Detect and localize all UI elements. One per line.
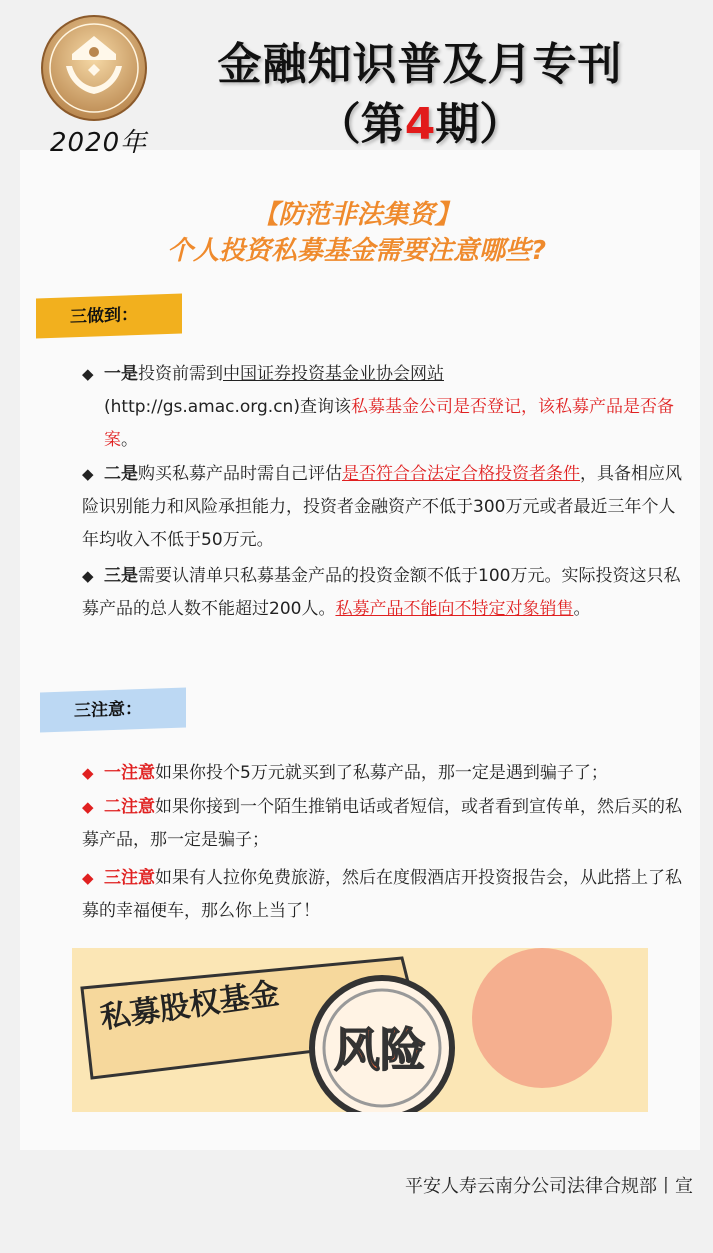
item-text: (http://gs.amac.org.cn)查询该	[104, 397, 351, 417]
item-text: ，具备相应风险识别能力和风险承担能力，投资者金融资产不低于300万元或者最近三年个人年均收入不低于50万元。	[82, 464, 682, 550]
issue-prefix: （第	[316, 99, 405, 150]
item-lead: 二是	[104, 464, 138, 484]
illustration-banner-text: 私募股权基金	[98, 976, 282, 1036]
footer-credit: 平安人寿云南分公司法律合规部丨宣	[405, 1176, 693, 1197]
list-item	[82, 458, 682, 557]
item-text: 。	[573, 599, 591, 619]
page-title: 金融知识普及月专刊	[217, 39, 623, 90]
emblem-logo	[40, 14, 148, 122]
year-label: 2020年	[50, 128, 148, 158]
illustration-lens-text: 风险	[334, 1023, 426, 1077]
item-text: 如果有人拉你免费旅游，然后在度假酒店开投资报告会，从此搭上了私募的幸福便车，那么你上当了！	[82, 868, 682, 921]
item-text: 如果你接到一个陌生推销电话或者短信，或者看到宣传单，然后买的私募产品，那一定是骗子；	[82, 797, 682, 850]
list-item	[82, 757, 682, 790]
diamond-bullet-icon: ◆	[82, 764, 94, 782]
list-item	[82, 791, 682, 857]
issue-label	[180, 88, 660, 152]
diamond-bullet-icon: ◆	[82, 798, 94, 816]
diamond-bullet-icon: ◆	[82, 567, 94, 585]
item-lead: 一是	[104, 364, 138, 384]
issue-suffix: 期）	[435, 99, 524, 150]
item-text: 。	[121, 430, 138, 450]
section-tag-three-dos: 三做到：	[36, 293, 182, 338]
issue-number: 4	[404, 99, 436, 150]
magnifier-illustration	[72, 948, 648, 1112]
list-item	[82, 862, 682, 928]
section-tag-three-cautions: 三注意：	[40, 687, 186, 732]
item-highlight: 是否符合合法定合格投资者条件	[342, 464, 580, 484]
item-text: 需要认清单只私募基金产品的投资金额不低于100万元。实际投资这只私募产品的总人数不能超过200人。	[82, 566, 681, 619]
subtitle-line-1: 【防范非法集资】	[252, 200, 461, 230]
amac-website-link[interactable]: 中国证券投资基金业协会网站	[223, 364, 444, 384]
diamond-bullet-icon: ◆	[82, 365, 94, 383]
item-lead: 一注意	[104, 763, 155, 783]
item-lead: 三注意	[104, 868, 155, 888]
item-lead: 三是	[104, 566, 138, 586]
item-highlight: 私募基金公司是否登记，该私募产品是否备案	[104, 397, 674, 450]
subtitle-line-2: 个人投资私募基金需要注意哪些?	[166, 236, 547, 266]
item-text: 如果你投个5万元就买到了私募产品，那一定是遇到骗子了；	[155, 763, 608, 783]
item-text: 购买私募产品时需自己评估	[138, 464, 342, 484]
list-item	[82, 358, 682, 457]
item-text: 投资前需到	[138, 364, 223, 384]
item-lead: 二注意	[104, 797, 155, 817]
diamond-bullet-icon: ◆	[82, 869, 94, 887]
risk-illustration	[72, 948, 648, 1112]
diamond-bullet-icon: ◆	[82, 465, 94, 483]
item-highlight: 私募产品不能向不特定对象销售	[335, 599, 574, 619]
list-item	[82, 560, 682, 626]
